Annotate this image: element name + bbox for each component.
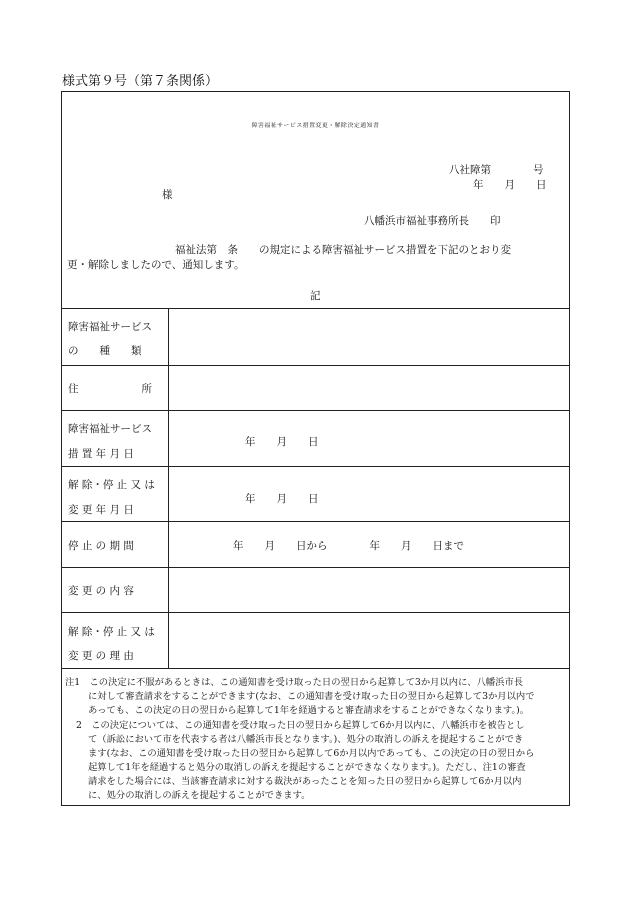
notes-section [62,668,569,806]
note-line: て（訴訟において市を代表する者は八幡浜市長となります。)、処分の取消しの訴えを提起することができ [88,734,524,745]
issuer-name: 八幡浜市福祉事務所長 印 [364,215,501,227]
note-line: 起算して1年を経過すると処分の取消しの訴えを提起することができなくなります。)。ただし、注1の審査 [88,762,526,773]
row-label [62,309,169,366]
label-line: 措 置 年 月 日 [68,448,134,460]
label-line: 住 所 [68,383,152,395]
note-line: あっても、この決定の日の翌日から起算して1年を経過すると審査請求をすることができなくなります。)。 [88,705,530,716]
row-address [62,365,569,411]
row-label [62,467,169,522]
label-line: 障害福祉サービス [68,423,152,435]
label-line: 変 更 の 内 容 [68,585,134,597]
label-line: 解 除・停 止 又 は [68,626,155,638]
row-service-type [62,308,569,366]
row-change-content [62,567,569,613]
row-label [62,568,169,613]
row-label [62,613,169,669]
document-number: 八社障第 号 [449,164,544,176]
note-line: 注1 この決定に不服があるときは、この通知書を受け取った日の翌日から起算して3か月以内に、八幡浜市長 [65,677,524,688]
note-line: ます(なお、この通知書を受け取った日の翌日から起算して6か月以内であっても、この決定の日の翌日から [88,748,535,759]
addressee-suffix: 様 [162,189,173,201]
row-change-date [62,466,569,522]
label-line: の 種 類 [68,345,142,357]
label-line: 変 更 年 月 日 [68,504,134,516]
row-label [62,522,169,568]
measure-date-value: 年 月 日 [245,436,319,448]
label-line: 解 除・停 止 又 は [68,479,155,491]
suspension-period-value: 年 月 日から 年 月 日まで [233,540,464,552]
label-line: 停 止 の 期 間 [68,540,134,552]
ki-heading: 記 [310,290,321,302]
note-line: 2 この決定については、この通知書を受け取った日の翌日から起算して6か月以内に、八幡浜市を被告とし [76,720,525,731]
issue-date: 年 月 日 [473,179,547,191]
document-title: 障害福祉サービス措置変更・解除決定通知書 [251,123,380,129]
label-line: 障害福祉サービス [68,321,152,333]
row-suspension-period [62,521,569,568]
change-date-value: 年 月 日 [245,493,319,505]
row-label [62,366,169,411]
row-reason [62,612,569,669]
notice-form [61,91,570,806]
label-line: 変 更 の 理 由 [68,650,134,662]
note-line: 請求をした場合には、当該審査請求に対する裁決があったことを知った日の翌日から起算して6か月以内 [88,776,522,787]
note-line: に、処分の取消しの訴えを提起することができます。 [88,790,311,801]
note-line: に対して審査請求をすることができます(なお、この通知書を受け取った日の翌日から起算して3か月以内で [88,691,535,702]
body-text-line-2: 更・解除しましたので、通知します。 [67,259,245,271]
row-label [62,411,169,467]
form-number-label: 様式第９号（第７条関係） [62,74,219,89]
row-measure-date [62,410,569,467]
body-text-line-1: 福祉法第 条 の規定による障害福祉サービス措置を下記のとおり変 [175,244,511,256]
